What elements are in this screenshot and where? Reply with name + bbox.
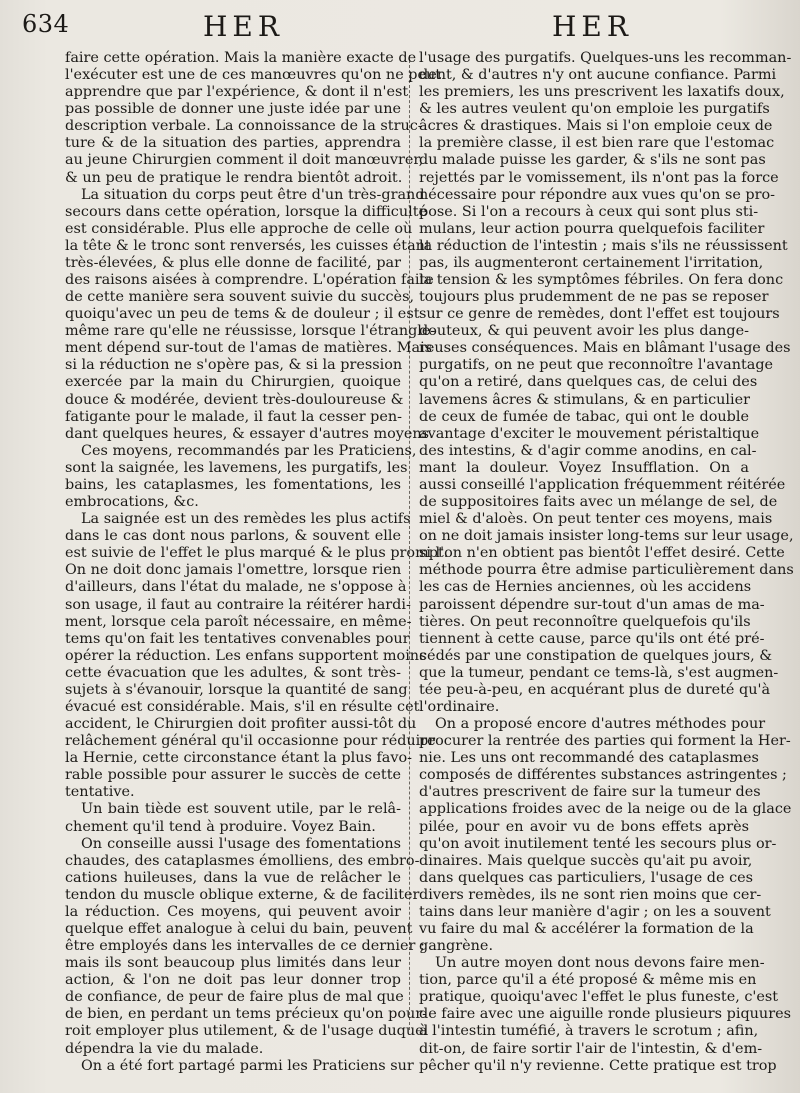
right-column-text-line: du malade puisse les garder, & s'ils ne sont pas bbox=[419, 152, 766, 169]
left-column-text-line: bains, les cataplasmes, les fomentations, les bbox=[65, 476, 401, 493]
left-column-text-line: être employés dans les intervalles de ce dernier ; bbox=[65, 938, 425, 955]
right-column-text-line: miel & d'aloès. On peut tenter ces moyens, mais bbox=[419, 511, 773, 528]
right-column-text-line: la première classe, il est bien rare que l'estomac bbox=[419, 135, 775, 152]
right-column-text-line: âcres & drastiques. Mais si l'on emploie ceux de bbox=[419, 118, 773, 135]
right-column-text-line: sur ce genre de remèdes, dont l'effet est toujours bbox=[419, 306, 780, 323]
left-column-text-line: fatigante pour le malade, il faut la cesser pen- bbox=[65, 408, 403, 425]
right-column-text-line: on ne doit jamais insister long-tems sur leur usage, bbox=[419, 528, 794, 545]
right-column-text-line: dans quelques cas particuliers, l'usage de ces bbox=[419, 869, 754, 886]
left-column-text-line: rable possible pour assurer le succès de cette bbox=[65, 767, 401, 784]
right-column-text-line: que la tumeur, pendant ce tems-là, s'est augmen- bbox=[419, 664, 779, 681]
left-column-text-line: secours dans cette opération, lorsque la difficulté bbox=[65, 203, 428, 220]
right-column-text-line: d'autres prescrivent de faire sur la tumeur des bbox=[419, 784, 761, 801]
right-column-text-line: pêcher qu'il n'y revienne. Cette pratique est trop bbox=[419, 1057, 777, 1074]
left-text-column bbox=[65, 50, 449, 1075]
left-column-text-line: ment dépend sur-tout de l'amas de matières. Mais bbox=[65, 340, 433, 357]
left-column-text-line: sont la saignée, les lavemens, les purgatifs, les bbox=[65, 459, 408, 476]
right-column-text-line: dent, & d'autres n'y ont aucune confiance. Parmi bbox=[419, 67, 777, 84]
left-column-text-line: chaudes, des cataplasmes émolliens, des embro- bbox=[65, 852, 420, 869]
right-column-text-line: lavemens âcres & stimulans, & en particulier bbox=[419, 391, 750, 408]
right-column-text-line: dit-on, de faire sortir l'air de l'intestin, & d'em- bbox=[419, 1040, 763, 1057]
right-column-text-line: procurer la rentrée des parties qui forment la Her- bbox=[419, 733, 791, 750]
right-column-text-line: méthode pourra être admise particulièrement dans bbox=[419, 562, 794, 579]
left-column-text-line: ture & de la situation des parties, apprendra bbox=[65, 135, 401, 152]
running-head-right: HER bbox=[552, 10, 633, 43]
right-column-text-line: On a proposé encore d'autres méthodes pour bbox=[435, 716, 766, 733]
right-column-text-line: purgatifs, on ne peut que reconnoître l'avantage bbox=[419, 357, 774, 374]
left-column-text-line: très-élevées, & plus elle donne de facilité, par bbox=[65, 254, 401, 271]
left-column-text-line: ment, lorsque cela paroît nécessaire, en même- bbox=[65, 613, 412, 630]
left-column-text-line: son usage, il faut au contraire la réitérer hardi- bbox=[65, 596, 411, 613]
right-column-text-line: si l'on n'en obtient pas bientôt l'effet desiré. Cette bbox=[419, 545, 785, 562]
left-column-text-line: quelque effet analogue à celui du bain, peuvent bbox=[65, 920, 413, 937]
right-column-text-line: les premiers, les uns prescrivent les laxatifs doux, bbox=[419, 84, 785, 101]
left-column-text-line: dant quelques heures, & essayer d'autres moyens. bbox=[65, 425, 434, 442]
right-column-text-line: de suppositoires faits avec un mélange de sel, de bbox=[419, 494, 778, 511]
right-column-text-line: paroissent dépendre sur-tout d'un amas de ma- bbox=[419, 596, 765, 613]
right-column-text-line: les cas de Hernies anciennes, où les accidens bbox=[419, 579, 752, 596]
left-column-text-line: La situation du corps peut être d'un très-grand bbox=[81, 186, 425, 203]
right-column-text-line: composés de différentes substances astringentes ; bbox=[419, 767, 787, 784]
left-column-text-line: si la réduction ne s'opère pas, & si la pression bbox=[65, 357, 403, 374]
right-column-text-line: tion, parce qu'il a été proposé & même mis en bbox=[419, 972, 757, 989]
right-column-text-line: avantage d'exciter le mouvement péristaltique bbox=[419, 425, 760, 442]
left-column-text-line: Un bain tiède est souvent utile, par le relâ- bbox=[81, 801, 401, 818]
left-column-text-line: douce & modérée, devient très-douloureuse & bbox=[65, 391, 404, 408]
left-column-text-line: roit employer plus utilement, & de l'usage duquel bbox=[65, 1023, 429, 1040]
left-column-text-line: Ces moyens, recommandés par les Praticiens, bbox=[81, 442, 417, 459]
left-column-text-line: tems qu'on fait les tentatives convenables pour bbox=[65, 630, 410, 647]
left-column-text-line: d'ailleurs, dans l'état du malade, ne s'oppose à bbox=[65, 579, 407, 596]
left-column-text-line: au jeune Chirurgien comment il doit manœuvrer, bbox=[65, 152, 424, 169]
left-column-text-line: dépendra la vie du malade. bbox=[65, 1040, 264, 1057]
right-column-text-line: pose. Si l'on a recours à ceux qui sont plus sti- bbox=[419, 203, 759, 220]
left-column-text-line: l'exécuter est une de ces manœuvres qu'on ne peut bbox=[65, 67, 442, 84]
running-head-left: HER bbox=[203, 10, 284, 43]
right-column-text-line: qu'on avoit inutilement tenté les secours plus or- bbox=[419, 835, 777, 852]
right-column-text-line: la tension & les symptômes fébriles. On fera donc bbox=[419, 272, 784, 289]
left-column-text-line: La saignée est un des remèdes les plus actifs bbox=[81, 511, 411, 528]
left-column-text-line: de cette manière sera souvent suivie du succès, bbox=[65, 289, 415, 306]
left-column-text-line: tendon du muscle oblique externe, & de faciliter bbox=[65, 886, 420, 903]
left-column-text-line: On a été fort partagé parmi les Praticiens sur bbox=[81, 1057, 414, 1074]
right-column-text-line: tains dans leur manière d'agir ; on les a souvent bbox=[419, 903, 771, 920]
right-column-text-line: des intestins, & d'agir comme anodins, en cal- bbox=[419, 442, 757, 459]
right-column-text-line: toujours plus prudemment de ne pas se reposer bbox=[419, 289, 769, 306]
left-column-text-line: sujets à s'évanouir, lorsque la quantité de sang bbox=[65, 681, 408, 698]
right-column-text-line: pratique, quoiqu'avec l'effet le plus funeste, c'est bbox=[419, 989, 779, 1006]
right-column-text-line: dinaires. Mais quelque succès qu'ait pu avoir, bbox=[419, 852, 753, 869]
left-column-text-line: la Hernie, cette circonstance étant la plus favo- bbox=[65, 750, 413, 767]
left-column-text-line: de bien, en perdant un tems précieux qu'on pour- bbox=[65, 1006, 428, 1023]
right-column-text-line: nécessaire pour répondre aux vues qu'on se pro- bbox=[419, 186, 776, 203]
left-column-text-line: tentative. bbox=[65, 784, 135, 801]
left-column-text-line: la réduction. Ces moyens, qui peuvent avoir bbox=[65, 903, 401, 920]
left-column-text-line: opérer la réduction. Les enfans supportent moins bbox=[65, 647, 427, 664]
left-column-text-line: apprendre que par l'expérience, & dont il n'est bbox=[65, 84, 409, 101]
left-column-text-line: & un peu de pratique le rendra bientôt adroit. bbox=[65, 169, 403, 186]
right-column-text-line: Un autre moyen dont nous devons faire men- bbox=[435, 955, 765, 972]
left-column-text-line: chement qu'il tend à produire. Voyez Bain. bbox=[65, 818, 376, 835]
right-column-text-line: applications froides avec de la neige ou de la glace bbox=[419, 801, 792, 818]
left-column-text-line: des raisons aisées à comprendre. L'opération faite bbox=[65, 272, 434, 289]
right-column-text-line: mant la douleur. Voyez Insufflation. On a bbox=[419, 459, 749, 476]
right-text-column bbox=[419, 50, 794, 1075]
left-column-text-line: dans le cas dont nous parlons, & souvent elle bbox=[65, 528, 401, 545]
left-column-text-line: cations huileuses, dans la vue de relâcher le bbox=[65, 869, 401, 886]
left-column-text-line: est considérable. Plus elle approche de celle où bbox=[65, 220, 413, 237]
left-column-text-line: embrocations, &c. bbox=[65, 494, 199, 511]
left-column-text-line: même rare qu'elle ne réussisse, lorsque l'étrangle- bbox=[65, 323, 436, 340]
left-column-text-line: la tête & le tronc sont renversés, les cuisses étant bbox=[65, 237, 431, 254]
right-column-text-line: pas, ils augmenteront certainement l'irritation, bbox=[419, 254, 764, 271]
right-column-text-line: l'ordinaire. bbox=[419, 698, 500, 715]
left-column-text-line: pas possible de donner une juste idée par une bbox=[65, 101, 401, 118]
right-column-text-line: rejettés par le vomissement, ils n'ont pas la force bbox=[419, 169, 779, 186]
right-column-text-line: la réduction de l'intestin ; mais s'ils ne réussissent bbox=[419, 237, 788, 254]
right-column-text-line: l'usage des purgatifs. Quelques-uns les recomman- bbox=[419, 50, 792, 66]
left-column-text-line: est suivie de l'effet le plus marqué & le plus prompt. bbox=[65, 545, 449, 562]
right-column-text-line: & les autres veulent qu'on emploie les purgatifs bbox=[419, 101, 770, 118]
left-column-text-line: exercée par la main du Chirurgien, quoique bbox=[65, 374, 401, 391]
left-column-text-line: de confiance, de peur de faire plus de mal que bbox=[65, 989, 404, 1006]
right-column-text-line: tières. On peut reconnoître quelquefois qu'ils bbox=[419, 613, 751, 630]
right-column-text-line: qu'on a retiré, dans quelques cas, de celui des bbox=[419, 374, 758, 391]
left-column-text-line: action, & l'on ne doit pas leur donner trop bbox=[65, 972, 401, 989]
right-column-text-line: gangrène. bbox=[419, 938, 494, 955]
right-column-text-line: divers remèdes, ils ne sont rien moins que cer- bbox=[419, 886, 762, 903]
left-column-text-line: On conseille aussi l'usage des fomentations bbox=[81, 835, 401, 852]
left-column-text-line: mais ils sont beaucoup plus limités dans leur bbox=[65, 955, 401, 972]
left-column-text-line: faire cette opération. Mais la manière exacte de bbox=[65, 50, 417, 66]
right-column-text-line: reuses conséquences. Mais en blâmant l'usage des bbox=[419, 340, 791, 357]
left-column-text-line: quoiqu'avec un peu de tems & de douleur ; il est bbox=[65, 306, 420, 323]
left-column-text-line: description verbale. La connoissance de la struc- bbox=[65, 118, 423, 135]
left-column-text-line: cette évacuation que les adultes, & sont très- bbox=[65, 664, 401, 681]
right-column-text-line: tée peu-à-peu, en acquérant plus de dureté qu'à bbox=[419, 681, 771, 698]
right-column-text-line: pilée, pour en avoir vu de bons effets après bbox=[419, 818, 749, 835]
right-column-text-line: de faire avec une aiguille ronde plusieurs piquures bbox=[419, 1006, 791, 1023]
left-column-text-line: évacué est considérable. Mais, s'il en résulte cet bbox=[65, 698, 420, 715]
right-column-text-line: vu faire du mal & accélérer la formation de la bbox=[419, 920, 754, 937]
left-column-text-line: accident, le Chirurgien doit profiter aussi-tôt du bbox=[65, 716, 417, 733]
right-column-text-line: de ceux de fumée de tabac, qui ont le double bbox=[419, 408, 749, 425]
left-column-text-line: relâchement général qu'il occasionne pour réduire bbox=[65, 733, 436, 750]
right-column-text-line: mulans, leur action pourra quelquefois faciliter bbox=[419, 220, 765, 237]
right-column-text-line: douteux, & qui peuvent avoir les plus dange- bbox=[419, 323, 749, 340]
page-number: 634 bbox=[22, 10, 70, 38]
right-column-text-line: tiennent à cette cause, parce qu'ils ont été pré- bbox=[419, 630, 765, 647]
right-column-text-line: nie. Les uns ont recommandé des cataplasmes bbox=[419, 750, 759, 767]
left-column-text-line: On ne doit donc jamais l'omettre, lorsque rien bbox=[65, 562, 402, 579]
right-column-text-line: à l'intestin tuméfié, à travers le scrotum ; afin, bbox=[419, 1023, 759, 1040]
right-column-text-line: aussi conseillé l'application fréquemment réitérée bbox=[419, 476, 786, 493]
right-column-text-line: cédés par une constipation de quelques jours, & bbox=[419, 647, 773, 664]
